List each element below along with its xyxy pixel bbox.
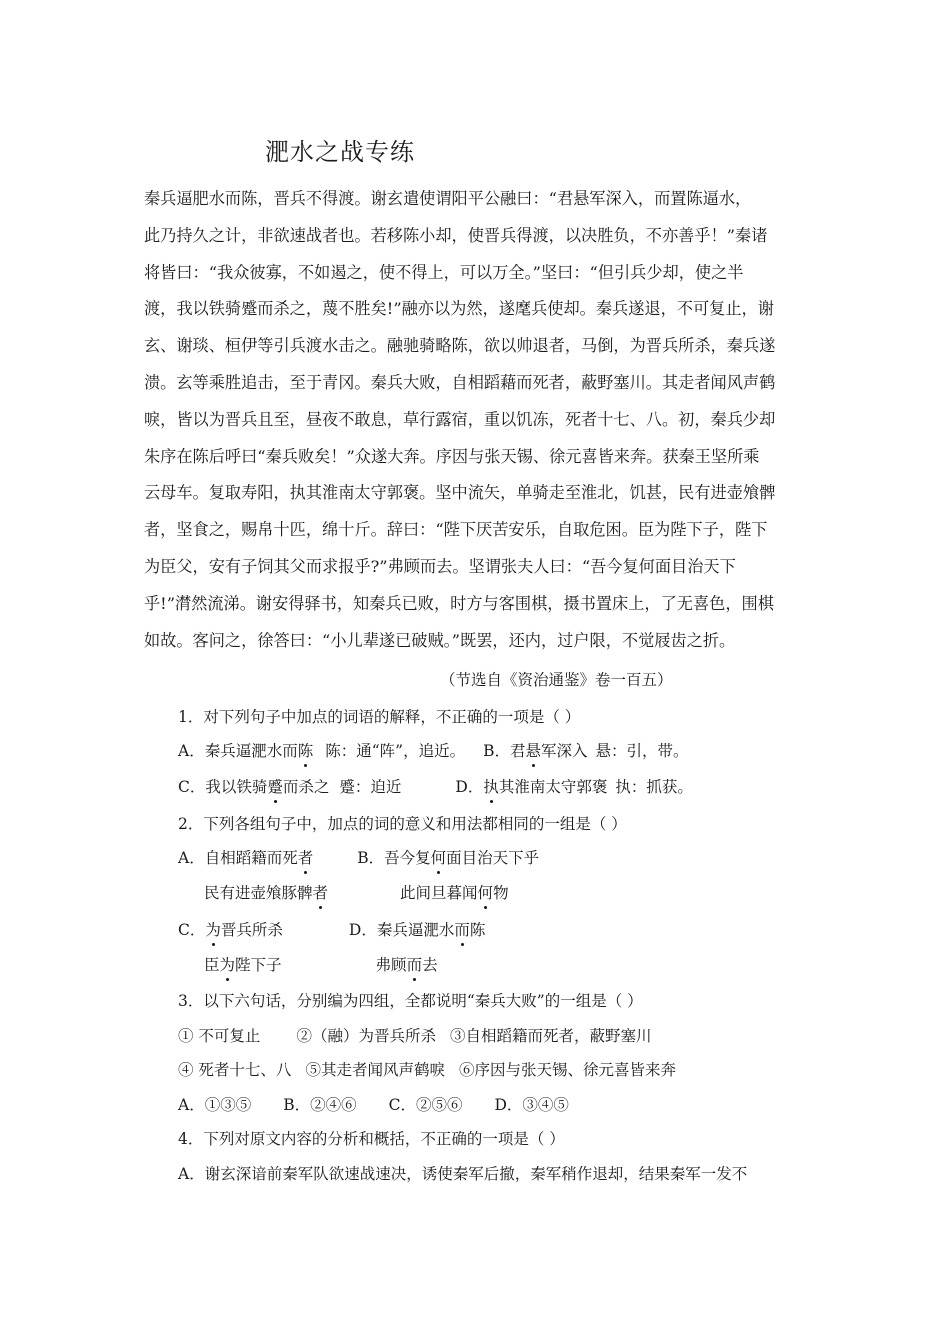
- option-b: B．②④⑥: [283, 1096, 357, 1114]
- option-b-text: B．吾今复: [357, 849, 431, 867]
- dotted-word: 何: [431, 846, 447, 868]
- dotted-word: 为: [205, 918, 221, 940]
- dotted-word: 者: [298, 846, 314, 868]
- question-4-option-a: A．谢玄深谙前秦军队欲速战速决，诱使秦军后撤，秦军稍作退却，结果秦军一发不: [178, 1165, 748, 1183]
- passage-line: 溃。玄等乘胜追击，至于青冈。秦兵大败，自相蹈藉而死者，蔽野塞川。其走者闻风声鹤: [144, 372, 776, 392]
- statement-5: ⑤其走者闻风声鹤唳: [305, 1061, 445, 1079]
- passage-line: 如故。客问之，徐答曰：“小儿辈遂已破贼。”既罢，还内，过户限，不觉屐齿之折。: [144, 630, 736, 650]
- option-c-text: 晋兵所杀: [220, 921, 283, 939]
- question-3-row-2: [178, 1058, 676, 1080]
- dotted-word: 而: [407, 953, 423, 975]
- question-3-options: [178, 1093, 569, 1115]
- passage-line: 唳，皆以为晋兵且至，昼夜不敢息，草行露宿，重以饥冻，死者十七、八。初，秦兵少却: [144, 409, 776, 429]
- dotted-word: 悬: [525, 739, 541, 761]
- option-c-text: C．我以铁骑: [178, 778, 268, 796]
- dotted-word: 执: [483, 775, 499, 797]
- statement-1: ① 不可复止: [178, 1027, 261, 1045]
- option-d-text: D．秦兵逼淝水: [348, 921, 455, 939]
- option-d-text: D．: [455, 778, 484, 796]
- passage-line: 云母车。复取寿阳，执其淮南太守郭褒。坚中流矢，单骑走至淮北，饥甚，民有进壶飧髀: [144, 483, 776, 503]
- question-3-stem: 3．以下六句话，分别编为四组，全都说明“秦兵大败”的一组是（ ）: [178, 992, 643, 1010]
- page-title: 淝水之战专练: [265, 138, 415, 166]
- passage-line: 将皆曰：“我众彼寡，不如遏之，使不得上，可以万全。”坚曰：“但引兵少却，使之半: [144, 262, 744, 282]
- option-b-text: 物: [493, 884, 509, 902]
- question-2-row-3: [178, 918, 485, 940]
- question-2-row-4: [204, 953, 438, 975]
- question-2-stem: 2．下列各组句子中，加点的词的意义和用法都相同的一组是（ ）: [178, 815, 627, 833]
- statement-3: ③自相蹈籍而死者，蔽野塞川: [449, 1027, 652, 1045]
- option-c-text: C．: [178, 921, 206, 939]
- statement-2: ②（融）为晋兵所杀: [296, 1027, 436, 1045]
- option-a-note: 陈：通“阵”，追近。: [325, 742, 466, 760]
- question-3-row-1: [178, 1024, 651, 1046]
- option-a: A．①③⑤: [178, 1096, 252, 1114]
- dotted-word: 为: [220, 953, 236, 975]
- option-a-text: A．自相蹈籍而死: [178, 849, 298, 867]
- option-d-note: 执：抓获。: [615, 778, 693, 796]
- passage-line: 乎!”潸然流涕。谢安得驿书，知秦兵已败，时方与客围棋，摄书置床上，了无喜色，围棋: [144, 593, 774, 613]
- passage-line: 者，坚食之，赐帛十匹，绵十斤。辞曰：“陛下厌苦安乐，自取危困。臣为陛下子，陛下: [144, 520, 768, 540]
- question-1-stem: 1．对下列句子中加点的词语的解释，不正确的一项是（ ）: [178, 708, 581, 726]
- option-c-text: 臣: [204, 956, 220, 974]
- dotted-word: 何: [478, 881, 494, 903]
- passage-line: 朱序在陈后呼曰“秦兵败矣！”众遂大奔。序因与张天锡、徐元喜皆来奔。获秦王坚所乘: [144, 446, 760, 466]
- option-a-text: 民有进壶飧豚髀: [204, 884, 313, 902]
- option-d-text: 去: [422, 956, 438, 974]
- question-1-row-ab: [178, 739, 689, 761]
- passage-line: 秦兵逼肥水而陈，晋兵不得渡。谢玄遣使谓阳平公融曰：“君悬军深入，而置陈逼水，: [144, 189, 752, 208]
- passage-line: 玄、谢琰、桓伊等引兵渡水击之。融驰骑略陈，欲以帅退者，马倒，为晋兵所杀，秦兵遂: [144, 336, 776, 356]
- option-c: C．②⑤⑥: [388, 1096, 463, 1114]
- option-b-text: 面目治天下乎: [446, 849, 540, 867]
- option-d-text: 其淮南太守郭褒: [498, 778, 608, 796]
- option-a-text: A．秦兵逼淝水而: [178, 742, 298, 760]
- dotted-word: 而: [454, 918, 470, 940]
- passage-line: 此乃持久之计，非欲速战者也。若移陈小却，使晋兵得渡，以决胜负，不亦善乎！”秦诸: [144, 225, 768, 245]
- option-b-text: B．君: [483, 742, 526, 760]
- dotted-word: 蹙: [267, 775, 283, 797]
- question-1-row-cd: [178, 775, 693, 797]
- option-d-text: 陈: [469, 921, 486, 939]
- option-c-note: 蹙：迫近: [339, 778, 402, 796]
- source-citation: （节选自《资治通鉴》卷一百五）: [440, 671, 673, 689]
- option-d-text: 弗顾: [375, 956, 407, 974]
- statement-6: ⑥序因与张天锡、徐元喜皆来奔: [458, 1061, 676, 1079]
- passage-line: 渡，我以铁骑蹙而杀之，蔑不胜矣!”融亦以为然，遂麾兵使却。秦兵遂退，不可复止，谢: [144, 299, 774, 319]
- question-2-row-1: [178, 846, 539, 868]
- dotted-word: 陈: [298, 739, 314, 761]
- option-c-text: 陛下子: [235, 956, 282, 974]
- dotted-word: 者: [313, 881, 329, 903]
- option-b-text: 军深入: [540, 742, 588, 760]
- passage: [144, 181, 812, 659]
- option-d: D．③④⑤: [494, 1096, 569, 1114]
- option-b-text: 此间旦暮闻: [400, 884, 478, 902]
- option-c-text: 而杀之: [282, 778, 330, 796]
- question-4-stem: 4．下列对原文内容的分析和概括，不正确的一项是（ ）: [178, 1130, 565, 1148]
- option-b-note: 悬：引，带。: [595, 742, 689, 760]
- question-2-row-2: [204, 881, 509, 903]
- statement-4: ④ 死者十七、八: [178, 1061, 292, 1079]
- passage-line: 为臣父，安有子饲其父而求报乎?”弗顾而去。坚谓张夫人曰：“吾今复何面目治天下: [144, 556, 736, 576]
